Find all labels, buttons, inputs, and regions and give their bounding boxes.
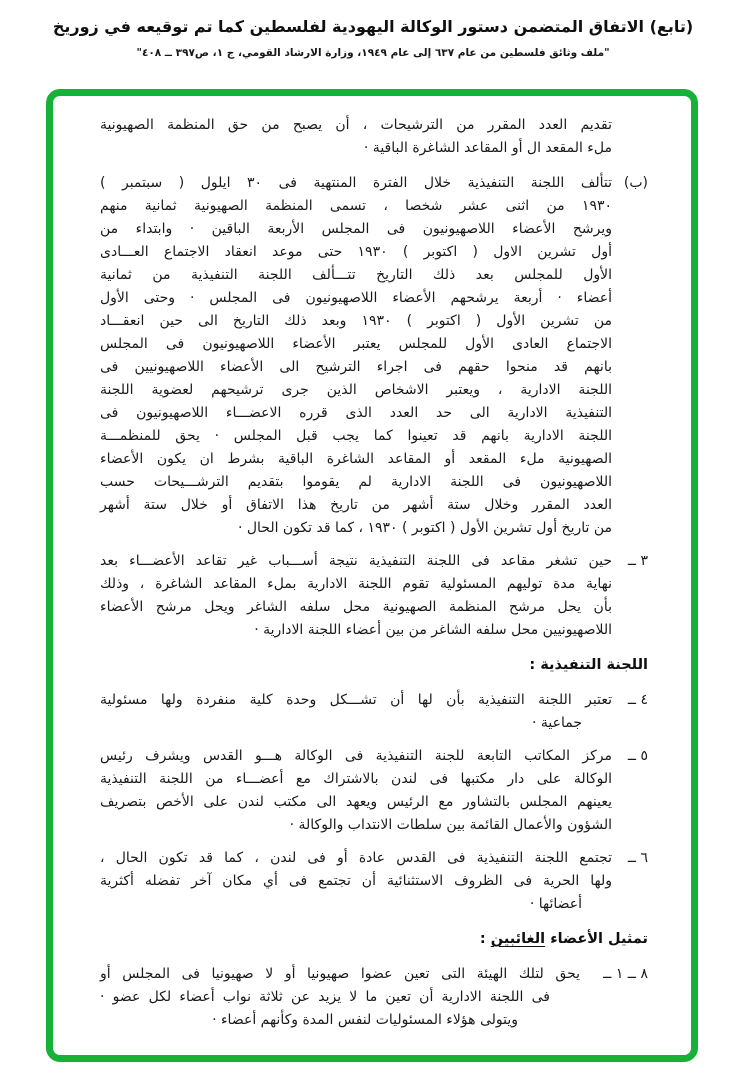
clause-4 xyxy=(100,689,648,735)
text-line: ويتولى هؤلاء المسئوليات لنفس المدة وكأنهم أعضاء · xyxy=(212,1012,518,1028)
source-citation: "ملف وثائق فلسطين من عام ٦٣٧ إلى عام ١٩٤٩، وزارة الارشاد القومي، ج ١، ص٣٩٧ ــ ٤٠٨" xyxy=(136,47,610,59)
clause-b-body xyxy=(100,172,612,540)
text-line: نهاية مدة توليهم المسئولية تقوم اللجنة الادارية بملء المقاعد الشاغرة ، وذلك xyxy=(100,576,612,592)
text-line: الشؤون والأعمال القائمة بين سلطات الانتداب والوكالة · xyxy=(289,817,612,833)
text-line: التنفيذية الادارية الى حد العدد الذى قرره الاعضـــاء اللاصهيونيون فى xyxy=(100,405,612,421)
clause-5-body xyxy=(100,745,612,837)
text-line: من تشرين الأول ( اكتوبر ) ١٩٣٠ وبعد ذلك التاريخ الى حين انعقـــاد xyxy=(100,313,613,329)
document-body xyxy=(53,96,691,1055)
text-line: من تاريخ أول تشرين الأول ( اكتوبر ) ١٩٣٠ ، كما قد تكون الحال · xyxy=(237,520,612,536)
text-line: الأول للمجلس بعد ذلك التاريخ تتـــألف اللجنة التنفيذية من ثمانية xyxy=(100,267,612,283)
text-line: تجتمع اللجنة التنفيذية فى القدس عادة أو فى لندن ، كما قد تكون الحال ، xyxy=(100,850,612,866)
clause-8-1-marker: ٨ ــ ١ ــ xyxy=(603,966,648,982)
text-line: ملء المقعد ال أو المقاعد الشاغرة الباقية · xyxy=(363,140,612,156)
page-title: (تابع) الاتفاق المتضمن دستور الوكالة اليهودية لفلسطين كما تم توقيعه في زوريخ xyxy=(52,17,694,36)
clause-3 xyxy=(100,550,648,642)
text-line: حين تشغر مقاعد فى اللجنة التنفيذية نتيجة أســـباب غير تقاعد الأعضـــاء بعد xyxy=(100,553,612,569)
text-line: أعضاء · أربعة يرشحهم الأعضاء اللاصهيونيون فى المجلس · وحتى الأول xyxy=(100,290,612,306)
text-line: بأن يحل مرشح المنظمة الصهيونية محل سلفه الشاغر ويحل مرشح الأعضاء xyxy=(100,599,612,615)
text-line: العدد المقرر وخلال ستة أشهر من تاريخ هذا الاتفاق أو خلال ستة أشهر xyxy=(100,497,612,513)
green-frame xyxy=(46,89,698,1062)
text-line: تقديم العدد المقرر من الترشيحات ، أن يصبح من حق المنظمة الصهيونية xyxy=(100,117,612,133)
section-heading-absent-members xyxy=(100,928,648,951)
text-line: بانهم قد منحوا حقهم فى اجراء الترشيح الى الأعضاء اللاصهيونيين فى xyxy=(100,359,612,375)
clause-8-1-body xyxy=(100,963,580,1032)
clause-5 xyxy=(100,745,648,837)
text-line: الوكالة على دار مكتبها فى لندن بالاشتراك مع أعضـــاء من اللجنة التنفيذية xyxy=(100,771,612,787)
heading-underlined-word: الغائبين xyxy=(490,931,546,947)
text-line: مركز المكاتب التابعة للجنة التنفيذية فى الوكالة هـــو القدس ويشرف رئيس xyxy=(100,748,612,764)
clause-6-marker: ٦ ــ xyxy=(627,850,648,866)
clause-b xyxy=(100,172,648,540)
text-line: ويرشح الأعضاء اللاصهيونيون فى المجلس الأربعة الباقين · وابتداء من xyxy=(100,221,612,237)
heading-text: تمثيل الأعضاء xyxy=(545,931,648,947)
clause-3-body xyxy=(100,550,612,642)
clause-5-marker: ٥ ــ xyxy=(627,748,648,764)
text-line: ولها الحرية فى الظروف الاستثنائية أن تجتمع فى أي مكان آخر تفضله أكثرية xyxy=(100,873,612,889)
text-line: جماعية · xyxy=(532,715,582,731)
text-line: أعضائها · xyxy=(529,896,582,912)
clause-b-marker: (ب) xyxy=(623,175,648,191)
text-line: اللاصهيونيون فى اللجنة الادارية لم يقوموا بتقديم الترشـــيحات حسب xyxy=(100,474,612,490)
clause-6 xyxy=(100,847,648,916)
text-line: اللاصهيونيين محل سلفه الشاغر من بين أعضاء اللجنة الادارية · xyxy=(254,622,612,638)
clause-6-body xyxy=(100,847,612,916)
text-line: الصهيونية ملء المقعد أو المقاعد الشاغرة الباقية بشرط ان يكون الأعضاء xyxy=(100,451,612,467)
text-line: يعينهم المجلس بالتشاور مع الرئيس ويعهد الى مكتب لندن على الأخص بتصريف xyxy=(100,794,612,810)
text-line: أول تشرين الاول ( اكتوبر ) ١٩٣٠ حتى موعد انعقاد الاجتماع العـــادى xyxy=(100,244,612,260)
text-line: الاجتماع العادى الأول للمجلس يعتبر الأعضاء اللاصهيونيون فى المجلس xyxy=(100,336,612,352)
intro-paragraph xyxy=(100,114,612,160)
text-line: يحق لتلك الهيئة التى تعين عضوا صهيونيا أو لا صهيونيا فى المجلس أو xyxy=(100,966,580,982)
text-line: اللجنة الادارية ، ويعتبر الاشخاص الذين جرى ترشيحهم لعضوية اللجنة xyxy=(100,382,612,398)
text-line: فى اللجنة الادارية أن تعين ما لا يزيد عن ثلاثة نواب أعضاء لكل عضو · xyxy=(100,989,550,1005)
text-line: ١٩٣٠ من اثنى عشر شخصا ، تسمى المنظمة الصهيونية ثمانية منهم xyxy=(100,198,612,214)
document-header xyxy=(0,16,746,59)
text-line: اللجنة الادارية بانهم قد تعينوا كما يجب قبل المجلس · يحق للمنظمـــة xyxy=(100,428,612,444)
clause-8-1 xyxy=(100,963,648,1032)
clause-4-marker: ٤ ــ xyxy=(627,692,648,708)
text-line: تعتبر اللجنة التنفيذية بأن لها أن تشـــكل وحدة كلية منفردة ولها مسئولية xyxy=(100,692,612,708)
clause-3-marker: ٣ ــ xyxy=(627,553,648,569)
clause-4-body xyxy=(100,689,612,735)
text-line: تتألف اللجنة التنفيذية خلال الفترة المنتهية فى ٣٠ ايلول ( سبتمبر ) xyxy=(100,175,612,191)
heading-suffix: : xyxy=(479,931,491,947)
section-heading-executive-committee: اللجنة التنفيذية : xyxy=(529,657,648,673)
